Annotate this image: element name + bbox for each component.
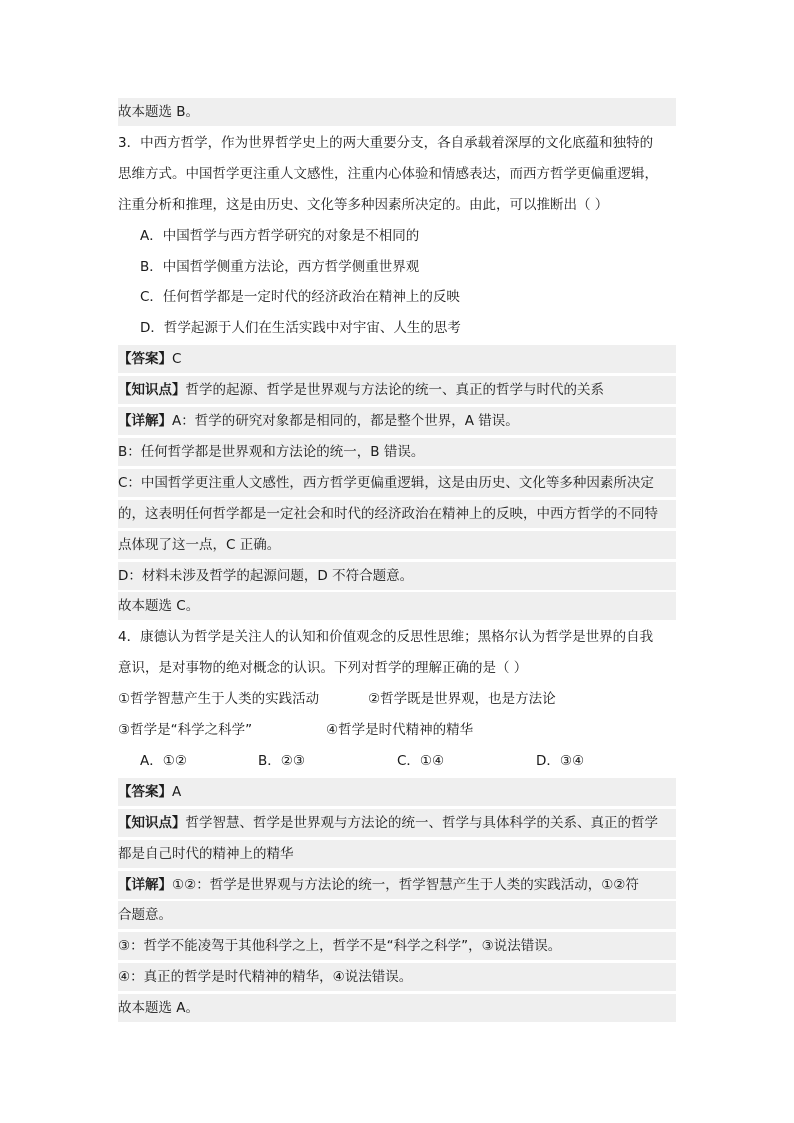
- q2-conclusion: [118, 98, 676, 126]
- q4-detail-3: [118, 932, 676, 960]
- q3-stem-1-text: 3．中西方哲学，作为世界哲学史上的两大重要分支，各自承载着深厚的文化底蕴和独特的: [118, 135, 654, 151]
- q3-stem-3-text: 注重分析和推理，这是由历史、文化等多种因素所决定的。由此，可以推断出（ ）: [118, 197, 609, 213]
- q4-detail-2: [118, 901, 676, 929]
- q3-detail-1-label: 【详解】: [118, 413, 172, 429]
- q3-option-c-text: C．任何哲学都是一定时代的经济政治在精神上的反映: [140, 289, 460, 305]
- q3-answer: [118, 345, 676, 373]
- q3-detail-3-text: C：中国哲学更注重人文感性，西方哲学更偏重逻辑，这是由历史、文化等多种因素所决定: [118, 475, 654, 491]
- q4-knowledge-2: [118, 840, 676, 868]
- q4-options-item-2: B．②③: [258, 753, 305, 769]
- q3-answer-label: 【答案】: [118, 351, 172, 367]
- q4-detail-4-text: ④：真正的哲学是时代精神的精华，④说法错误。: [118, 969, 413, 985]
- q4-answer-text: A: [172, 784, 182, 800]
- q3-option-b-text: B．中国哲学侧重方法论，西方哲学侧重世界观: [140, 259, 420, 275]
- q3-conclusion-text: 故本题选 C。: [118, 598, 200, 614]
- q4-statements-2-item-1: ③哲学是“科学之科学”: [118, 722, 253, 738]
- q3-knowledge-text: 哲学的起源、哲学是世界观与方法论的统一、真正的哲学与时代的关系: [185, 382, 604, 398]
- q4-stem-2: [118, 654, 676, 682]
- q4-detail-3-text: ③：哲学不能凌驾于其他科学之上，哲学不是“科学之科学”，③说法错误。: [118, 938, 562, 954]
- q3-option-c: [140, 283, 676, 311]
- q3-detail-6: [118, 562, 676, 590]
- q3-stem-2: [118, 160, 676, 188]
- q4-detail-1-label: 【详解】: [118, 877, 172, 893]
- q4-detail-1: [118, 871, 676, 899]
- q4-knowledge-1: [118, 809, 676, 837]
- q3-detail-6-text: D：材料未涉及哲学的起源问题，D 不符合题意。: [118, 568, 414, 584]
- q3-detail-4: [118, 500, 676, 528]
- q3-detail-4-text: 的，这表明任何哲学都是一定社会和时代的经济政治在精神上的反映，中西方哲学的不同特: [118, 506, 658, 522]
- q3-option-a: [140, 222, 676, 250]
- q3-detail-2-text: B：任何哲学都是世界观和方法论的统一，B 错误。: [118, 444, 425, 460]
- q4-statements-2: [118, 716, 676, 744]
- q3-detail-1: [118, 407, 676, 435]
- q4-conclusion: [118, 994, 676, 1022]
- q4-knowledge-2-text: 都是自己时代的精神上的精华: [118, 846, 294, 862]
- q4-options-item-3: C．①④: [397, 753, 445, 769]
- q3-knowledge: [118, 376, 676, 404]
- q3-detail-1-text: A：哲学的研究对象都是相同的，都是整个世界，A 错误。: [172, 413, 519, 429]
- q3-option-d: [140, 314, 676, 342]
- q3-answer-text: C: [172, 351, 182, 367]
- q3-detail-5: [118, 531, 676, 559]
- q4-options-item-4: D．③④: [536, 753, 585, 769]
- q3-option-a-text: A．中国哲学与西方哲学研究的对象是不相同的: [140, 228, 420, 244]
- q3-stem-2-text: 思维方式。中国哲学更注重人文感性，注重内心体验和情感表达，而西方哲学更偏重逻辑，: [118, 166, 658, 182]
- q2-conclusion-text: 故本题选 B。: [118, 104, 200, 120]
- q3-option-b: [140, 253, 676, 281]
- q4-statements-2-item-2: ④哲学是时代精神的精华: [326, 722, 474, 738]
- q3-knowledge-label: 【知识点】: [118, 382, 186, 398]
- q3-stem-1: [118, 129, 676, 157]
- q4-detail-4: [118, 963, 676, 991]
- q4-answer-label: 【答案】: [118, 784, 172, 800]
- q4-knowledge-1-label: 【知识点】: [118, 815, 186, 831]
- q3-detail-3: [118, 469, 676, 497]
- q3-stem-3: [118, 191, 676, 219]
- q4-detail-1-text: ①②：哲学是世界观与方法论的统一，哲学智慧产生于人类的实践活动，①②符: [172, 877, 639, 893]
- q4-conclusion-text: 故本题选 A。: [118, 1000, 200, 1016]
- q4-detail-2-text: 合题意。: [118, 907, 172, 923]
- q3-detail-5-text: 点体现了这一点，C 正确。: [118, 537, 281, 553]
- q3-conclusion: [118, 592, 676, 620]
- q4-knowledge-1-text: 哲学智慧、哲学是世界观与方法论的统一、哲学与具体科学的关系、真正的哲学: [185, 815, 658, 831]
- q4-stem-1: [118, 623, 676, 651]
- q4-statements-1-item-2: ②哲学既是世界观，也是方法论: [368, 691, 556, 707]
- q4-statements-1: [118, 685, 676, 713]
- q4-statements-1-item-1: ①哲学智慧产生于人类的实践活动: [118, 691, 320, 707]
- q4-options: [140, 747, 676, 775]
- q4-answer: [118, 778, 676, 806]
- q3-option-d-text: D．哲学起源于人们在生活实践中对宇宙、人生的思考: [140, 320, 461, 336]
- q4-stem-1-text: 4．康德认为哲学是关注人的认知和价值观念的反思性思维；黑格尔认为哲学是世界的自我: [118, 629, 654, 645]
- q4-stem-2-text: 意识，是对事物的绝对概念的认识。下列对哲学的理解正确的是（ ）: [118, 660, 528, 676]
- q4-options-item-1: A．①②: [140, 753, 187, 769]
- q3-detail-2: [118, 438, 676, 466]
